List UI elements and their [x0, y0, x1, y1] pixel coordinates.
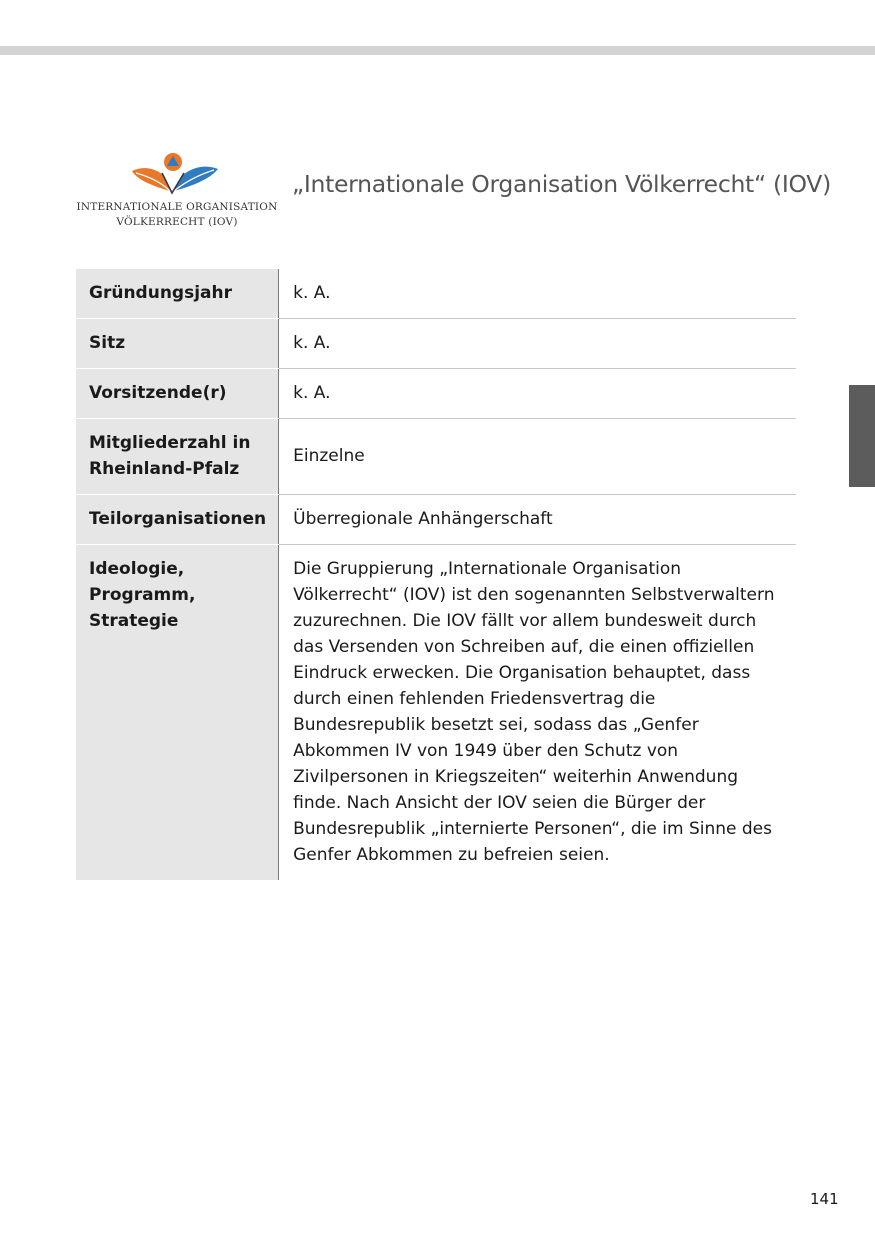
row-label: Mitgliederzahl in Rheinland-Pfalz: [76, 419, 279, 495]
table-row: [76, 545, 796, 881]
row-label: Teilorganisationen: [76, 495, 279, 545]
top-rule: [0, 46, 875, 55]
table-row: [76, 495, 796, 545]
logo-text-line2: VÖLKERRECHT (IOV): [116, 216, 238, 228]
row-label: Vorsitzende(r): [76, 369, 279, 419]
profile-table: [76, 269, 796, 881]
row-value: k. A.: [279, 369, 796, 419]
row-label: Sitz: [76, 319, 279, 369]
row-value: k. A.: [279, 269, 796, 319]
row-value: Einzelne: [279, 419, 796, 495]
chapter-tab-marker: [849, 385, 875, 487]
table-row: [76, 319, 796, 369]
row-value: k. A.: [279, 319, 796, 369]
page-number: 141: [810, 1190, 839, 1208]
table-row: [76, 269, 796, 319]
row-label: Ideologie, Programm, Strategie: [76, 545, 279, 881]
iov-logo: [76, 151, 278, 231]
row-label: Gründungsjahr: [76, 269, 279, 319]
row-value: Die Gruppierung „Internationale Organisation Völkerrecht“ (IOV) ist den sogenannten Selbstverwaltern zuzurechnen. Die IOV fällt vor allem bundesweit durch das Versenden von Schreiben auf, die einen offiziellen Eindruck erwecken. Die Organisation behauptet, dass durch einen fehlenden Friedensvertrag die Bundesrepublik besetzt sei, sodass das „Genfer Abkommen IV von 1949 über den Schutz von Zivilpersonen in Kriegszeiten“ weiterhin Anwendung finde. Nach Ansicht der IOV seien die Bürger der Bundesrepublik „internierte Personen“, die im Sinne des Genfer Abkommen zu befreien seien.: [293, 559, 775, 865]
logo-text-line1: INTERNATIONALE ORGANISATION: [76, 201, 278, 213]
row-value: Überregionale Anhängerschaft: [279, 495, 796, 545]
iov-emblem-icon: [126, 151, 226, 199]
page-title: „Internationale Organisation Völkerrecht“ (IOV): [292, 170, 831, 198]
table-row: [76, 419, 796, 495]
table-row: [76, 369, 796, 419]
